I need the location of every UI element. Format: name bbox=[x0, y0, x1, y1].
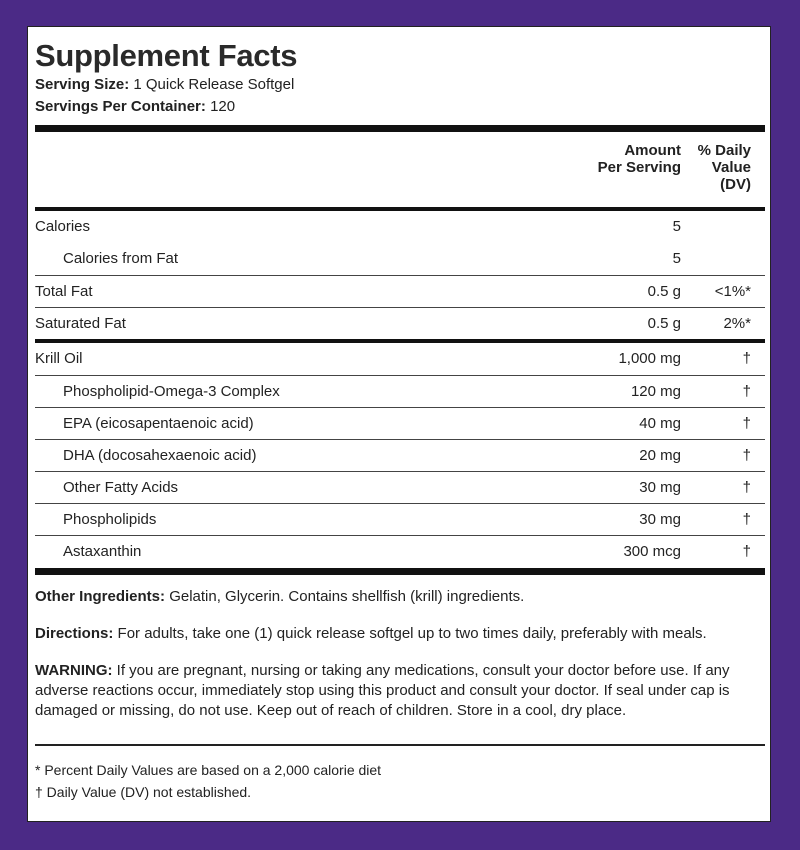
row-amount: 5 bbox=[672, 218, 681, 235]
row-name: Calories from Fat bbox=[63, 250, 179, 267]
directions-text: For adults, take one (1) quick release softgel up to two times daily, preferably with meals. bbox=[117, 625, 707, 642]
row-dv: † bbox=[742, 350, 751, 367]
dv-header-line3: (DV) bbox=[720, 176, 751, 193]
row-dv: † bbox=[742, 511, 751, 528]
warning bbox=[35, 661, 765, 721]
row-amount: 300 mcg bbox=[623, 543, 681, 560]
serving-size-value: 1 Quick Release Softgel bbox=[133, 76, 295, 93]
directions-label: Directions: bbox=[35, 625, 114, 642]
footnote-dagger: † Daily Value (DV) not established. bbox=[35, 784, 252, 800]
dv-header-line2: Value bbox=[711, 159, 751, 176]
row-name: Phospholipids bbox=[63, 511, 157, 528]
servings-per-container-value: 120 bbox=[210, 98, 236, 115]
row-name: Phospholipid-Omega-3 Complex bbox=[63, 383, 280, 400]
table-row bbox=[35, 343, 765, 375]
divider bbox=[35, 744, 765, 746]
table-row bbox=[35, 439, 765, 471]
row-amount: 0.5 g bbox=[647, 283, 681, 300]
column-header bbox=[35, 132, 765, 207]
amount-header-line1: Amount bbox=[624, 142, 681, 159]
footnote-percent: * Percent Daily Values are based on a 2,000 calorie diet bbox=[35, 762, 382, 778]
row-name: DHA (docosahexaenoic acid) bbox=[63, 447, 257, 464]
table-row bbox=[35, 375, 765, 407]
row-amount: 5 bbox=[672, 250, 681, 267]
dv-header-line1: % Daily bbox=[697, 142, 751, 159]
amount-header bbox=[598, 142, 681, 176]
page-title: Supplement Facts bbox=[35, 38, 298, 73]
row-dv: † bbox=[742, 479, 751, 496]
warning-text: If you are pregnant, nursing or taking any medications, consult your doctor before use. If any adverse reactions occur, immediately stop using this product and consult your doctor. If seal under cap is damaged or missing, do not use. Keep out of reach of children. Store in a cool, dry place. bbox=[35, 662, 730, 719]
row-name: Astaxanthin bbox=[63, 543, 142, 560]
row-dv: † bbox=[742, 447, 751, 464]
row-name: Krill Oil bbox=[35, 350, 83, 367]
serving-size-label: Serving Size: bbox=[35, 76, 130, 93]
amount-header-line2: Per Serving bbox=[597, 159, 681, 176]
row-name: Calories bbox=[35, 218, 91, 235]
serving-size bbox=[35, 75, 765, 97]
table-row bbox=[35, 471, 765, 503]
table-row bbox=[35, 407, 765, 439]
servings-per-container-label: Servings Per Container: bbox=[35, 98, 206, 115]
row-amount: 30 mg bbox=[639, 511, 681, 528]
servings-per-container bbox=[35, 97, 765, 119]
row-amount: 30 mg bbox=[639, 479, 681, 496]
row-dv: 2%* bbox=[723, 315, 751, 332]
row-name: Saturated Fat bbox=[35, 315, 126, 332]
row-dv: † bbox=[742, 543, 751, 560]
divider bbox=[35, 125, 765, 132]
other-ingredients-text: Gelatin, Glycerin. Contains shellfish (krill) ingredients. bbox=[169, 588, 525, 605]
row-amount: 20 mg bbox=[639, 447, 681, 464]
other-ingredients-label: Other Ingredients: bbox=[35, 588, 166, 605]
table-row bbox=[35, 503, 765, 535]
row-name: EPA (eicosapentaenoic acid) bbox=[63, 415, 254, 432]
row-dv: <1%* bbox=[714, 283, 751, 300]
footnotes bbox=[35, 759, 765, 803]
other-ingredients bbox=[35, 587, 765, 607]
row-name: Total Fat bbox=[35, 283, 93, 300]
table-row bbox=[35, 275, 765, 307]
row-name: Other Fatty Acids bbox=[63, 479, 179, 496]
row-amount: 120 mg bbox=[630, 383, 681, 400]
row-dv: † bbox=[742, 383, 751, 400]
directions bbox=[35, 624, 765, 644]
table-row bbox=[35, 243, 765, 275]
table-row bbox=[35, 535, 765, 567]
row-dv: † bbox=[742, 415, 751, 432]
table-row bbox=[35, 307, 765, 339]
dv-header bbox=[698, 142, 751, 193]
warning-label: WARNING: bbox=[35, 662, 113, 679]
row-amount: 40 mg bbox=[639, 415, 681, 432]
table-row bbox=[35, 211, 765, 243]
row-amount: 0.5 g bbox=[647, 315, 681, 332]
row-amount: 1,000 mg bbox=[618, 350, 681, 367]
supplement-facts-panel bbox=[27, 26, 771, 822]
divider bbox=[35, 568, 765, 575]
